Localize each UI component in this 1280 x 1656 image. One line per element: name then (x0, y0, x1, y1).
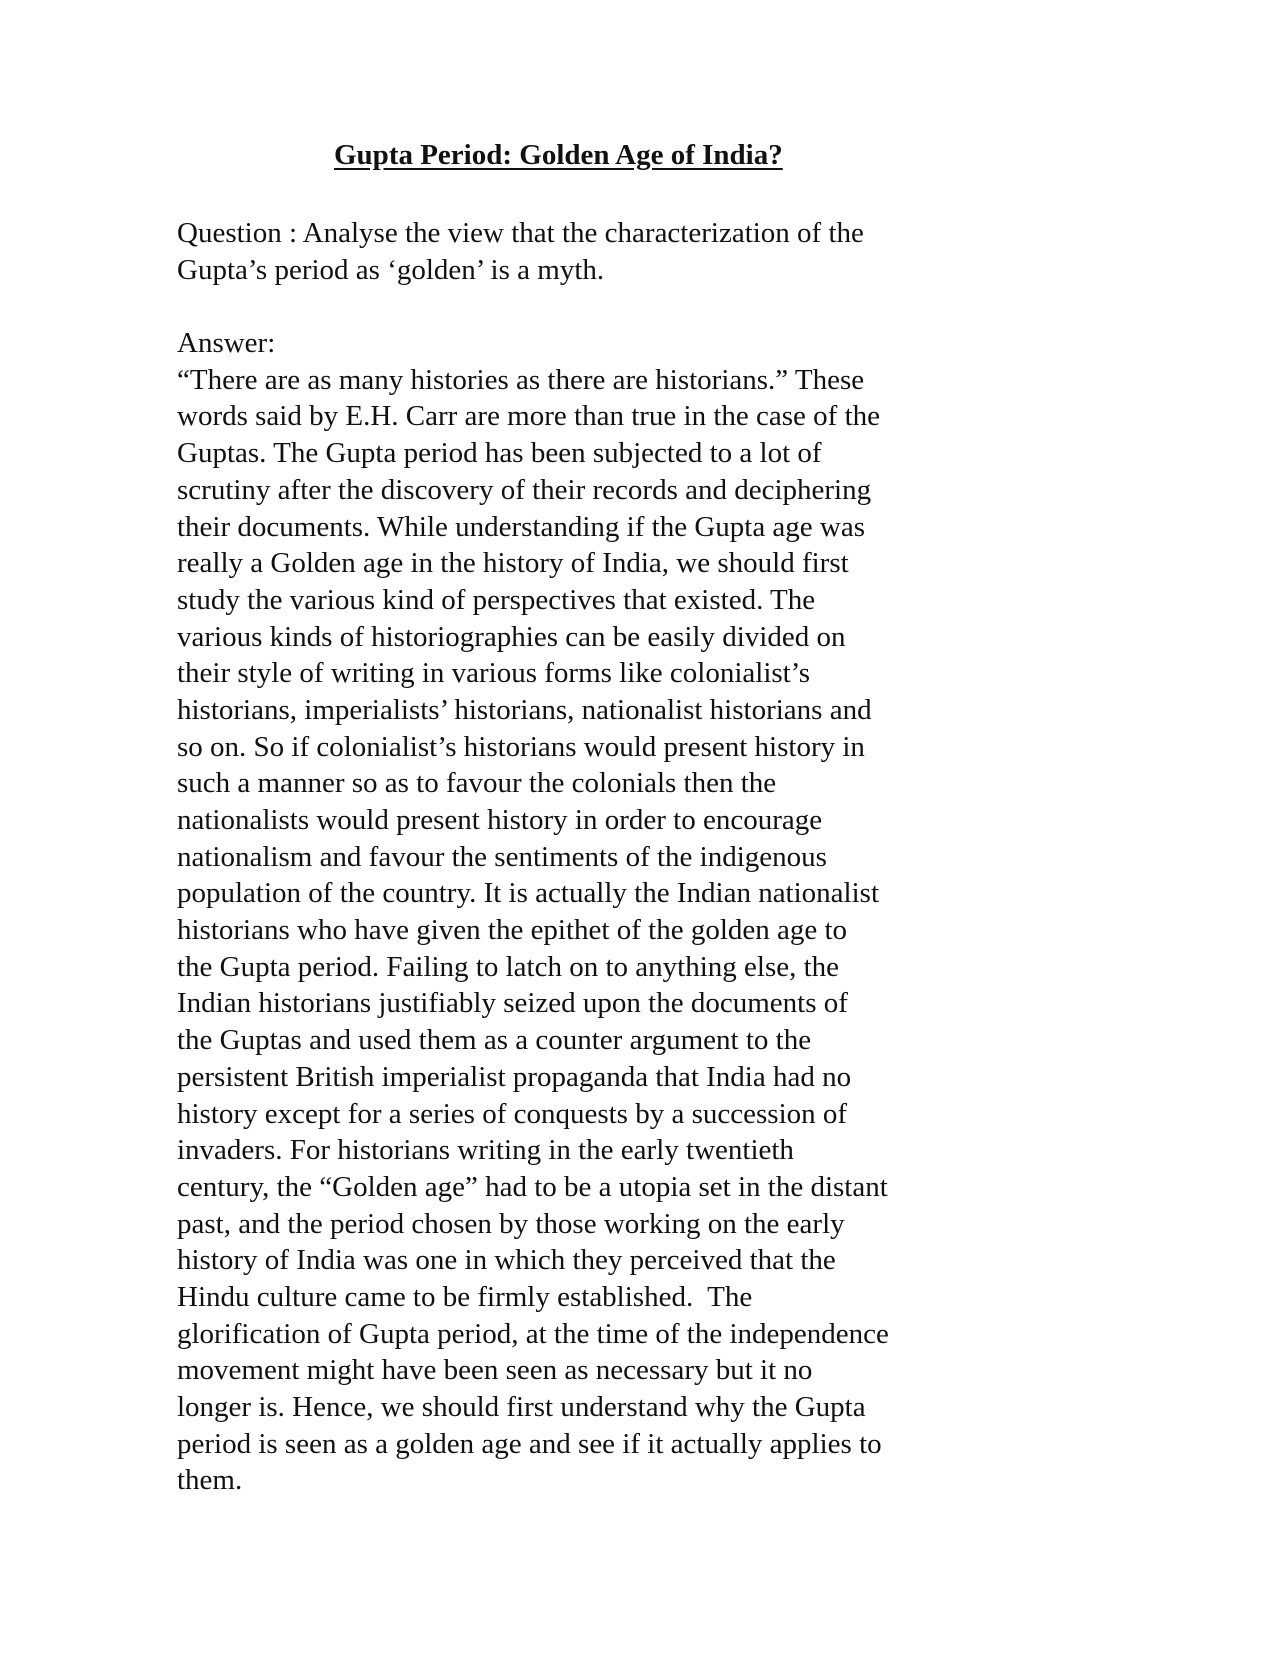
answer-line: past, and the period chosen by those working on the early (177, 1207, 845, 1240)
answer-line: really a Golden age in the history of India, we should first (177, 547, 849, 580)
answer-line: Guptas. The Gupta period has been subjected to a lot of (177, 437, 822, 470)
answer-line: their documents. While understanding if the Gupta age was (177, 510, 866, 543)
answer-line: Indian historians justifiably seized upon the documents of (177, 987, 848, 1020)
answer-line: history of India was one in which they perceived that the (177, 1244, 836, 1277)
answer-line: century, the “Golden age” had to be a utopia set in the distant (177, 1170, 888, 1203)
answer-line: “There are as many histories as there are historians.” These (177, 363, 865, 396)
answer-line: period is seen as a golden age and see if it actually applies to (177, 1427, 882, 1460)
answer-line: the Guptas and used them as a counter argument to the (177, 1024, 812, 1057)
document-body (177, 215, 1007, 1499)
answer-line: Hindu culture came to be firmly established. The (177, 1280, 753, 1313)
answer-line: words said by E.H. Carr are more than true in the case of the (177, 400, 881, 433)
answer-line: population of the country. It is actually the Indian nationalist (177, 877, 880, 910)
answer-line: study the various kind of perspectives that existed. The (177, 583, 816, 616)
question-line: Gupta’s period as ‘golden’ is a myth. (177, 253, 605, 286)
answer-line: nationalism and favour the sentiments of the indigenous (177, 840, 827, 873)
answer-label: Answer: (177, 327, 276, 360)
answer-line: nationalists would present history in order to encourage (177, 804, 823, 836)
answer-line: them. (177, 1464, 243, 1497)
blank-line (177, 288, 1007, 325)
answer-line: such a manner so as to favour the colonials then the (177, 767, 777, 800)
answer-line: movement might have been seen as necessary but it no (177, 1354, 813, 1387)
answer-line: their style of writing in various forms like colonialist’s (177, 657, 811, 690)
answer-line: so on. So if colonialist’s historians would present history in (177, 730, 865, 763)
answer-line: persistent British imperialist propaganda that India had no (177, 1060, 852, 1093)
document-title: Gupta Period: Golden Age of India? (334, 139, 783, 171)
answer-line: historians, imperialists’ historians, nationalist historians and (177, 693, 872, 726)
answer-line: history except for a series of conquests by a succession of (177, 1097, 848, 1130)
answer-line: historians who have given the epithet of the golden age to (177, 914, 848, 947)
answer-line: glorification of Gupta period, at the time of the independence (177, 1317, 889, 1350)
answer-line: scrutiny after the discovery of their records and deciphering (177, 473, 872, 506)
question-line: Question : Analyse the view that the characterization of the (177, 217, 864, 249)
answer-line: various kinds of historiographies can be easily divided on (177, 620, 846, 653)
answer-line: longer is. Hence, we should first understand why the Gupta (177, 1391, 866, 1423)
answer-line: the Gupta period. Failing to latch on to anything else, the (177, 950, 840, 983)
answer-line: invaders. For historians writing in the early twentieth (177, 1134, 794, 1167)
